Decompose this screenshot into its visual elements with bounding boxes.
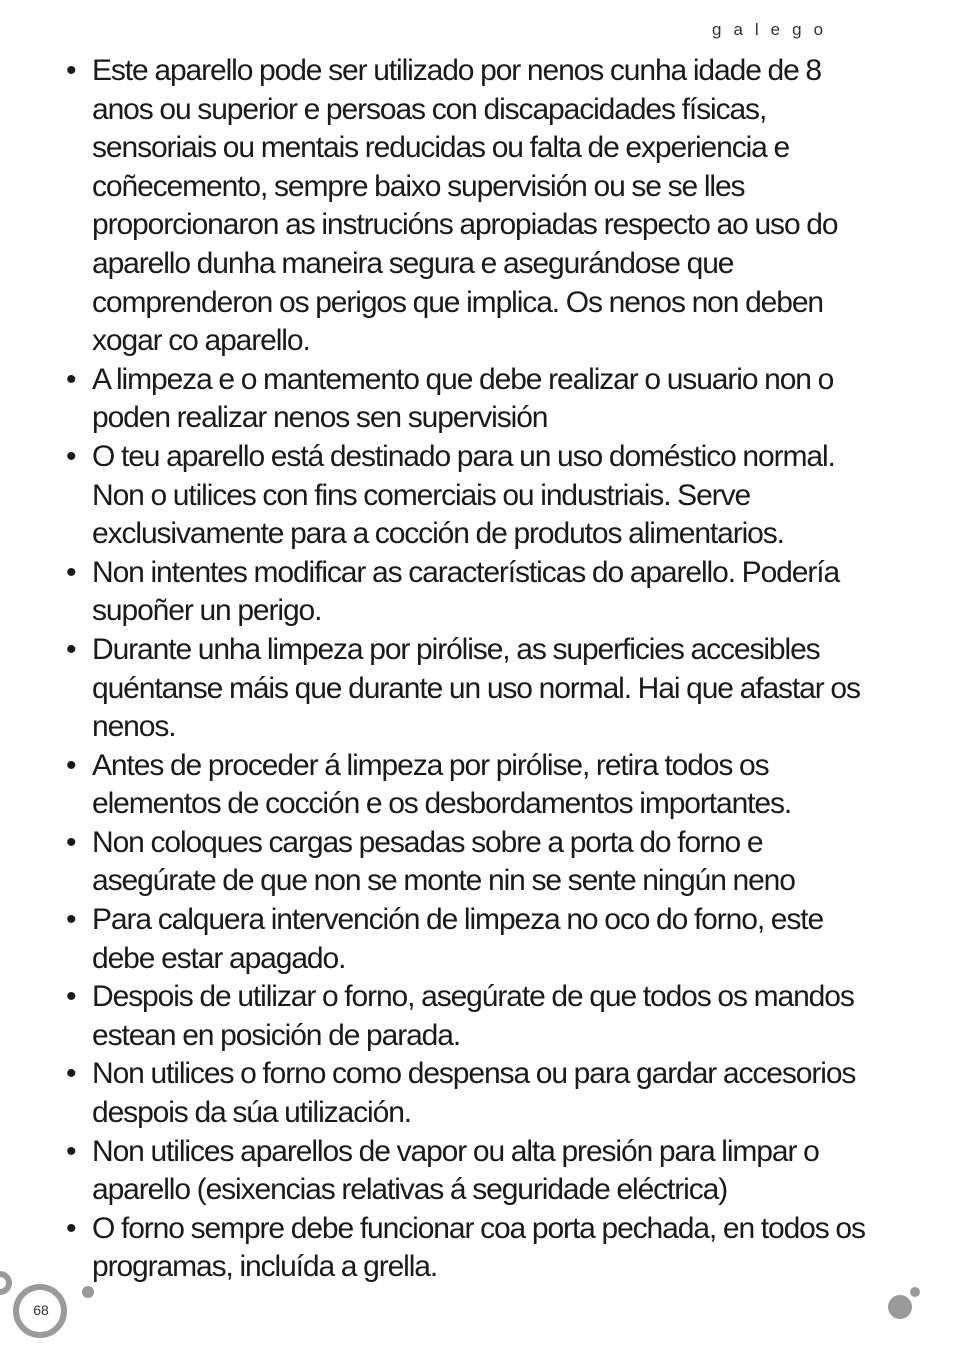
bullet-icon: •: [66, 439, 76, 473]
bullet-icon: •: [66, 980, 76, 1014]
list-item-text: Non utilices aparellos de vapor ou alta presión para limpar o aparello (esixencias relativas á seguridade eléctrica): [92, 1134, 819, 1207]
list-item-text: Durante unha limpeza por pirólise, as superficies accesibles quéntanse máis que durante un uso normal. Hai que afastar os nenos.: [92, 632, 860, 744]
list-item-text: Non utilices o forno como despensa ou para gardar accesorios despois da súa utilización.: [92, 1057, 856, 1130]
bullet-icon: •: [66, 1134, 76, 1168]
list-item-text: Antes de proceder á limpeza por pirólise, retira todos os elementos de cocción e os desbordamentos importantes.: [92, 748, 792, 821]
bullet-icon: •: [66, 1057, 76, 1091]
list-item-text: Para calquera intervención de limpeza no oco do forno, este debe estar apagado.: [92, 903, 824, 975]
bullet-icon: •: [66, 555, 76, 589]
list-item-text: Despois de utilizar o forno, asegúrate de que todos os mandos estean en posición de parada.: [92, 980, 854, 1052]
right-large-dot-icon: [888, 1295, 912, 1319]
list-item-text: Non coloques cargas pesadas sobre a porta do forno e asegúrate de que non se monte nin se sente ningún neno: [92, 825, 795, 898]
bullet-icon: •: [66, 362, 76, 396]
left-edge-circle-icon: [0, 1274, 9, 1292]
bullet-icon: •: [66, 54, 76, 87]
list-item-text: Este aparello pode ser utilizado por nenos cunha idade de 8 anos ou superior e persoas con discapacidades físicas, sensoriais ou mentais reducidas ou falta de experiencia e coñecemento, sempre baixo supervisión ou se se lles proporcionaron as instrucións apropiadas respecto ao uso do aparello dunha maneira segura e asegurándose que comprenderon os perigos que implica. Os nenos non deben xogar co aparello.: [92, 54, 838, 358]
list-item-text: O teu aparello está destinado para un uso doméstico normal. Non o utilices con fins comerciais ou industriais. Serve exclusivamente para a cocción de produtos alimentarios.: [92, 439, 835, 551]
bullet-icon: •: [66, 632, 76, 666]
right-small-dot-icon: [910, 1287, 920, 1297]
page-number: 68: [33, 1302, 49, 1318]
small-dot-icon: [82, 1286, 94, 1298]
language-header: galego: [712, 20, 836, 39]
list-item-text: Non intentes modificar as características do aparello. Podería supoñer un perigo.: [92, 555, 840, 628]
list-item-text: A limpeza e o mantemento que debe realizar o usuario non o poden realizar nenos sen supervisión: [92, 362, 834, 435]
bullet-icon: •: [66, 1211, 76, 1245]
list-item-text: O forno sempre debe funcionar coa porta pechada, en todos os programas, incluída a grella.: [92, 1211, 865, 1284]
bullet-icon: •: [66, 825, 76, 859]
bullet-icon: •: [66, 903, 76, 937]
bullet-icon: •: [66, 748, 76, 782]
